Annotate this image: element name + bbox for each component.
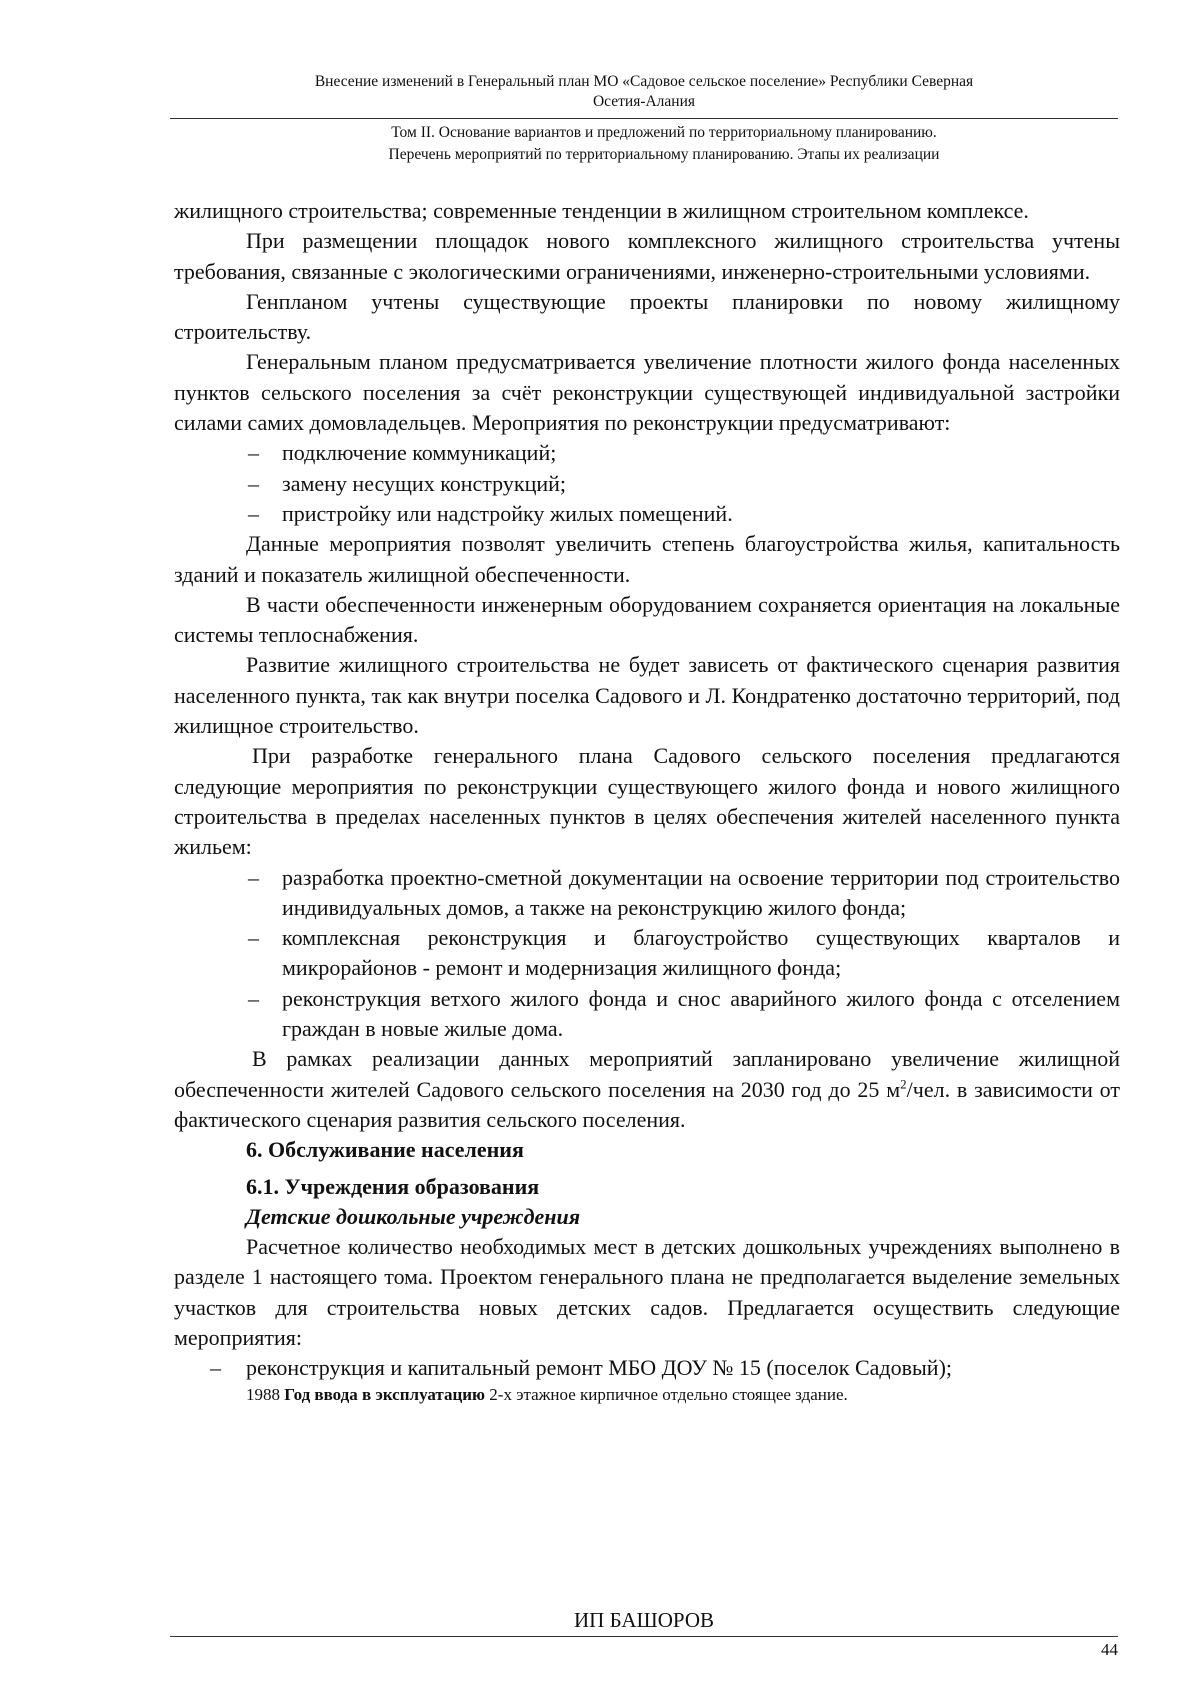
italic-subheading: Детские дошкольные учреждения bbox=[246, 1203, 581, 1229]
section-heading: 6. Обслуживание населения bbox=[246, 1137, 524, 1163]
paragraph bbox=[174, 1044, 1120, 1135]
paragraph: Развитие жилищного строительства не будет зависеть от фактического сценария развития населенного пункта, так как внутри поселка Садового и Л. Кондратенко достаточно территорий, под жилищное строительство. bbox=[174, 652, 1120, 739]
footer-title: ИП БАШОРОВ bbox=[574, 1608, 714, 1632]
note-line bbox=[174, 1384, 1120, 1406]
footer-rule bbox=[170, 1636, 1118, 1637]
list-item bbox=[174, 1353, 1120, 1383]
paragraph: Генпланом учтены существующие проекты планировки по новому жилищному строительству. bbox=[174, 288, 1120, 345]
header-line-3: Том II. Основание вариантов и предложений по территориальному планированию. bbox=[391, 124, 937, 141]
dash-bullet: – bbox=[248, 470, 259, 496]
note-bold: Год ввода в эксплуатацию bbox=[284, 1384, 486, 1404]
running-subheader bbox=[170, 122, 1118, 166]
list-item-text: разработка проектно-сметной документации на освоение территории под строительство индивидуальных домов, а также на реконструкцию жилого фонда; bbox=[282, 864, 1120, 920]
list-item bbox=[174, 984, 1120, 1045]
paragraph: жилищного строительства; современные тенденции в жилищном строительном комплексе. bbox=[174, 198, 1029, 223]
list-item bbox=[174, 923, 1120, 984]
list-item-text: подключение коммуникаций; bbox=[282, 440, 557, 466]
paragraph: В части обеспеченности инженерным оборудованием сохраняется ориентация на локальные системы теплоснабжения. bbox=[174, 591, 1120, 648]
list-item bbox=[174, 438, 1120, 468]
running-header bbox=[170, 72, 1118, 112]
header-line-2: Осетия-Алания bbox=[592, 93, 696, 110]
superscript: 2 bbox=[900, 1076, 907, 1092]
paragraph-text: /чел. в зависимости от фактического сценария развития сельского поселения. bbox=[174, 1076, 1120, 1132]
dash-bullet: – bbox=[248, 864, 259, 890]
paragraph: Генеральным планом предусматривается увеличение плотности жилого фонда населенных пунктов сельского поселения за счёт реконструкции существующей индивидуальной застройки силами самих домовладельцев. Мероприятия по реконструкции предусматривают: bbox=[174, 349, 1120, 436]
list-item-text: реконструкция ветхого жилого фонда и снос аварийного жилого фонда с отселением граждан в новые жилые дома. bbox=[282, 985, 1120, 1042]
list-item bbox=[174, 469, 1120, 499]
note-year: 1988 bbox=[246, 1384, 280, 1404]
list-item-text: комплексная реконструкция и благоустройство существующих кварталов и микрорайонов - ремонт и модернизация жилищного фонда; bbox=[282, 925, 1120, 981]
header-line-4: Перечень мероприятий по территориальному планированию. Этапы их реализации bbox=[388, 146, 940, 163]
paragraph: Расчетное количество необходимых мест в детских дошкольных учреждениях выполнено в разделе 1 настоящего тома. Проектом генерального плана не предполагается выделение земельных участков для строительства новых детских садов. Предлагается осуществить следующие мероприятия: bbox=[174, 1234, 1120, 1350]
subsection-heading: 6.1. Учреждения образования bbox=[246, 1173, 540, 1199]
list-item bbox=[174, 499, 1120, 529]
dash-bullet: – bbox=[248, 985, 259, 1011]
dash-bullet: – bbox=[248, 440, 259, 466]
page-number: 44 bbox=[1101, 1640, 1118, 1659]
note-text: 2-х этажное кирпичное отдельно стоящее здание. bbox=[489, 1384, 848, 1404]
paragraph: При разработке генерального плана Садового сельского поселения предлагаются следующие мероприятия по реконструкции существующего жилого фонда и нового жилищного строительства в пределах населенных пунктов в целях обеспечения жителей населенного пункта жильем: bbox=[174, 743, 1120, 860]
list-item-text: пристройку или надстройку жилых помещений. bbox=[282, 500, 733, 526]
paragraph-text: В рамках реализации данных мероприятий запланировано увеличение жилищной обеспеченности жителей Садового сельского поселения на 2030 год до 25 м bbox=[174, 1046, 1120, 1102]
dash-bullet: – bbox=[248, 925, 259, 951]
list-item-text: замену несущих конструкций; bbox=[282, 470, 567, 496]
list-item-text: реконструкция и капитальный ремонт МБО ДОУ № 15 (поселок Садовый); bbox=[246, 1355, 953, 1381]
dash-bullet: – bbox=[210, 1355, 221, 1381]
dash-bullet: – bbox=[248, 500, 259, 526]
body-text bbox=[174, 196, 1120, 1406]
paragraph: Данные мероприятия позволят увеличить степень благоустройства жилья, капитальность зданий и показатель жилищной обеспеченности. bbox=[174, 531, 1120, 587]
paragraph: При размещении площадок нового комплексного жилищного строительства учтены требования, связанные с экологическими ограничениями, инженерно-строительными условиями. bbox=[174, 228, 1120, 284]
list-item bbox=[174, 863, 1120, 924]
header-rule bbox=[170, 118, 1118, 119]
header-line-1: Внесение изменений в Генеральный план МО «Садовое сельское поселение» Республики Северная bbox=[314, 73, 974, 90]
